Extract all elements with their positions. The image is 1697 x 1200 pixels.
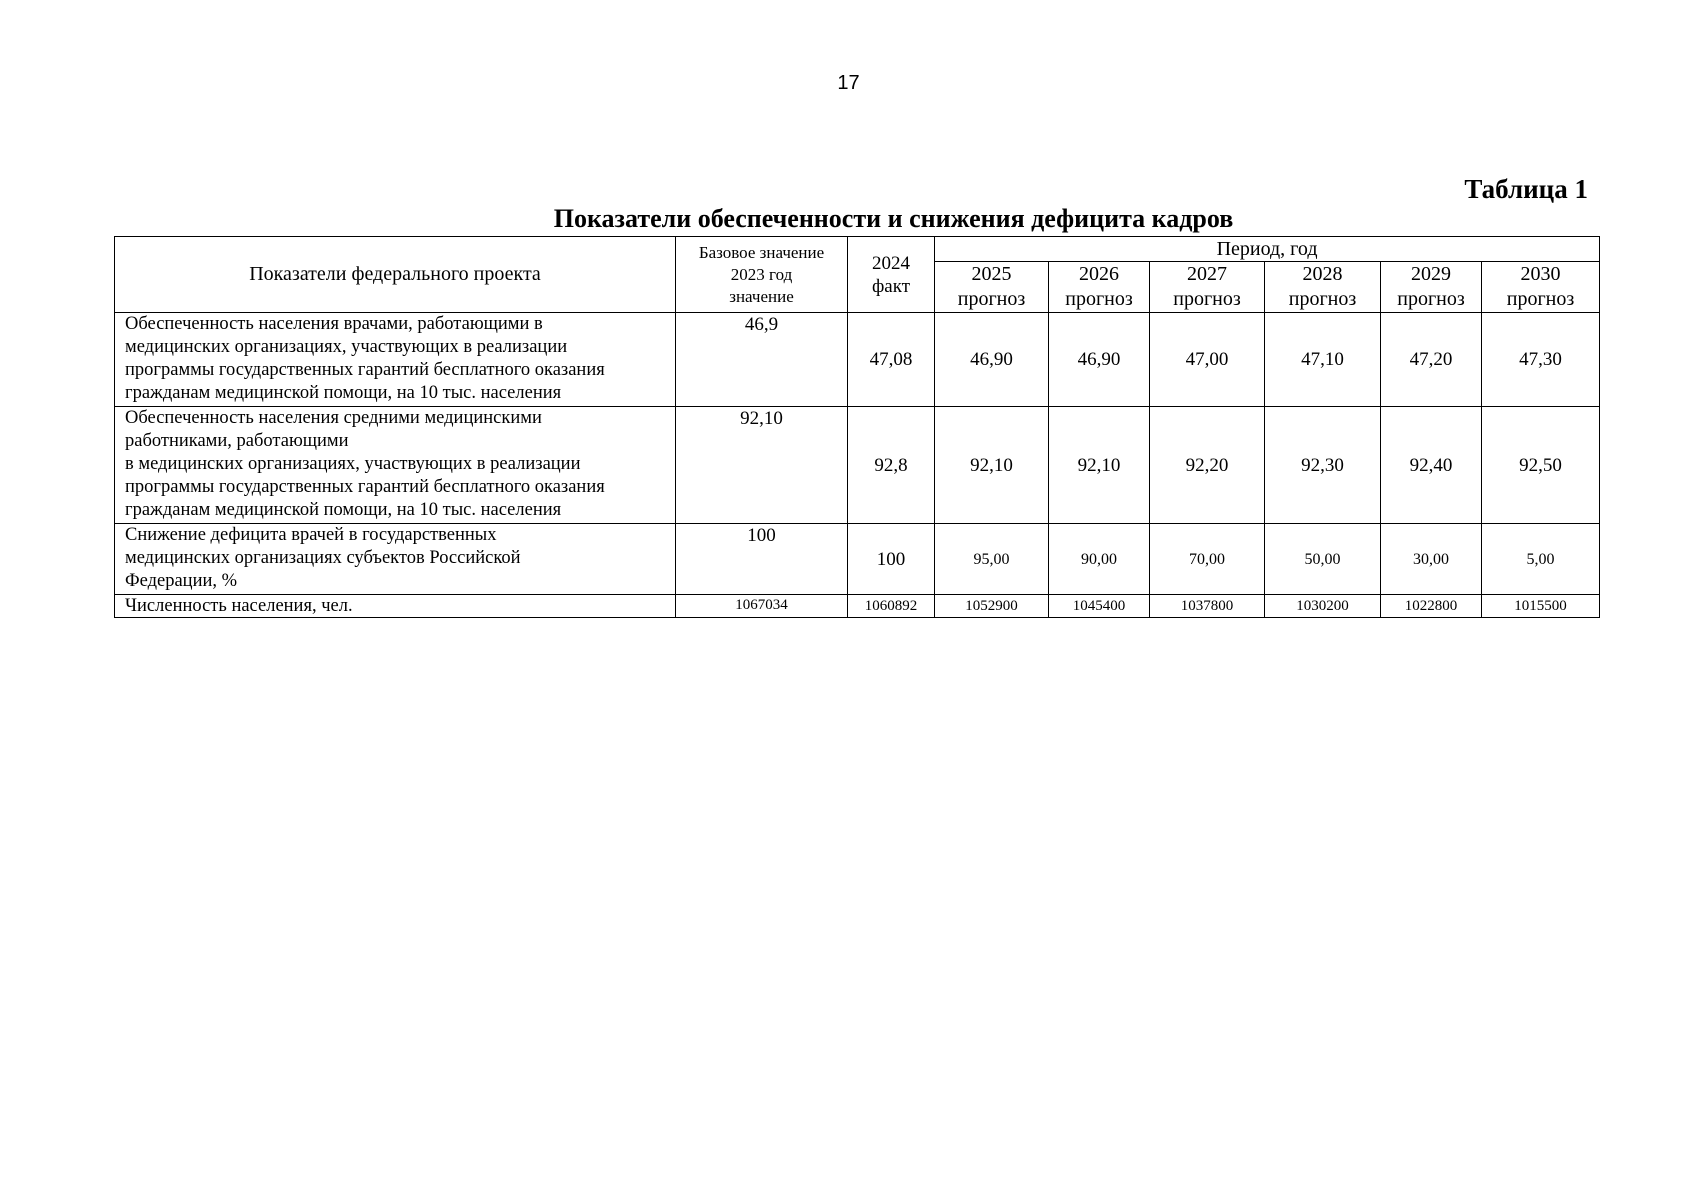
year-header <box>935 262 1049 313</box>
indicator-name <box>115 595 676 618</box>
indicator-name-line: медицинских организациях субъектов Российской <box>125 548 521 568</box>
forecast-value-cell: 92,50 <box>1482 407 1600 524</box>
table-row <box>115 524 1600 595</box>
forecast-value-cell: 47,20 <box>1381 313 1482 407</box>
indicator-name-line: Численность населения, чел. <box>125 596 353 616</box>
fact-header-year: 2024 <box>872 252 910 274</box>
table-label: Таблица 1 <box>1464 174 1588 204</box>
fact-value-cell: 100 <box>848 524 935 595</box>
base-header-line: значение <box>729 286 794 306</box>
fact-column-header <box>848 237 935 313</box>
base-header-line: Базовое значение <box>698 242 825 262</box>
forecast-value-cell: 90,00 <box>1049 524 1150 595</box>
fact-value-cell: 1060892 <box>848 595 935 618</box>
base-header-line: 2023 год <box>730 264 793 284</box>
year-header <box>1265 262 1381 313</box>
indicator-name <box>115 407 676 524</box>
year-label: 2027 <box>1187 263 1227 285</box>
indicator-name-line: медицинских организациях, участвующих в реализации <box>125 337 568 357</box>
year-header <box>1381 262 1482 313</box>
year-header <box>1150 262 1265 313</box>
year-label: 2029 <box>1411 263 1451 285</box>
forecast-value-cell: 50,00 <box>1265 524 1381 595</box>
base-value-cell: 1067034 <box>676 595 848 618</box>
period-column-header: Период, год <box>935 237 1600 262</box>
fact-value-cell: 47,08 <box>848 313 935 407</box>
forecast-value-cell: 46,90 <box>1049 313 1150 407</box>
forecast-value-cell: 1022800 <box>1381 595 1482 618</box>
forecast-value-cell: 1045400 <box>1049 595 1150 618</box>
indicator-name-line: Федерации, % <box>125 571 238 591</box>
indicator-name-line: гражданам медицинской помощи, на 10 тыс. населения <box>125 383 562 403</box>
forecast-value-cell: 95,00 <box>935 524 1049 595</box>
table-row <box>115 595 1600 618</box>
year-kind: прогноз <box>1288 288 1357 310</box>
forecast-value-cell: 46,90 <box>935 313 1049 407</box>
indicator-name <box>115 313 676 407</box>
forecast-value-cell: 92,10 <box>935 407 1049 524</box>
year-kind: прогноз <box>1173 288 1241 310</box>
indicator-name-line: Обеспеченность населения врачами, работающими в <box>125 314 543 334</box>
year-kind: прогноз <box>1506 288 1575 310</box>
forecast-value-cell: 92,10 <box>1049 407 1150 524</box>
year-label: 2025 <box>971 263 1012 285</box>
indicator-name <box>115 524 676 595</box>
indicator-column-header: Показатели федерального проекта <box>115 237 676 313</box>
forecast-value-cell: 47,30 <box>1482 313 1600 407</box>
forecast-value-cell: 92,30 <box>1265 407 1381 524</box>
indicator-name-line: Обеспеченность населения средними медицинскими <box>125 408 542 428</box>
indicator-name-line: работниками, работающими <box>125 431 349 451</box>
forecast-value-cell: 30,00 <box>1381 524 1482 595</box>
fact-header-label: факт <box>871 275 911 297</box>
base-value-cell: 100 <box>676 524 848 595</box>
fact-value-cell: 92,8 <box>848 407 935 524</box>
year-label: 2026 <box>1079 263 1119 285</box>
indicator-name-line: программы государственных гарантий бесплатного оказания <box>125 477 605 497</box>
indicators-table <box>114 236 1600 618</box>
year-header <box>1482 262 1600 313</box>
year-label: 2030 <box>1520 263 1561 285</box>
year-label: 2028 <box>1302 263 1343 285</box>
table-row <box>115 313 1600 407</box>
year-header <box>1049 262 1150 313</box>
forecast-value-cell: 1052900 <box>935 595 1049 618</box>
year-kind: прогноз <box>957 288 1026 310</box>
forecast-value-cell: 70,00 <box>1150 524 1265 595</box>
forecast-value-cell: 1015500 <box>1482 595 1600 618</box>
forecast-value-cell: 1037800 <box>1150 595 1265 618</box>
forecast-value-cell: 1030200 <box>1265 595 1381 618</box>
forecast-value-cell: 47,00 <box>1150 313 1265 407</box>
forecast-value-cell: 92,40 <box>1381 407 1482 524</box>
table-row <box>115 407 1600 524</box>
header-row-top <box>115 237 1600 262</box>
forecast-value-cell: 5,00 <box>1482 524 1600 595</box>
page-number: 17 <box>837 72 860 94</box>
indicator-name-line: в медицинских организациях, участвующих в реализации <box>125 454 581 474</box>
base-value-cell: 46,9 <box>676 313 848 407</box>
base-value-cell: 92,10 <box>676 407 848 524</box>
indicator-name-line: гражданам медицинской помощи, на 10 тыс. населения <box>125 500 562 520</box>
forecast-value-cell: 47,10 <box>1265 313 1381 407</box>
table-title: Показатели обеспеченности и снижения дефицита кадров <box>553 204 1234 233</box>
year-kind: прогноз <box>1065 288 1133 310</box>
indicator-name-line: программы государственных гарантий бесплатного оказания <box>125 360 605 380</box>
indicator-name-line: Снижение дефицита врачей в государственных <box>125 525 497 545</box>
forecast-value-cell: 92,20 <box>1150 407 1265 524</box>
year-kind: прогноз <box>1397 288 1465 310</box>
base-value-column-header <box>676 237 848 313</box>
